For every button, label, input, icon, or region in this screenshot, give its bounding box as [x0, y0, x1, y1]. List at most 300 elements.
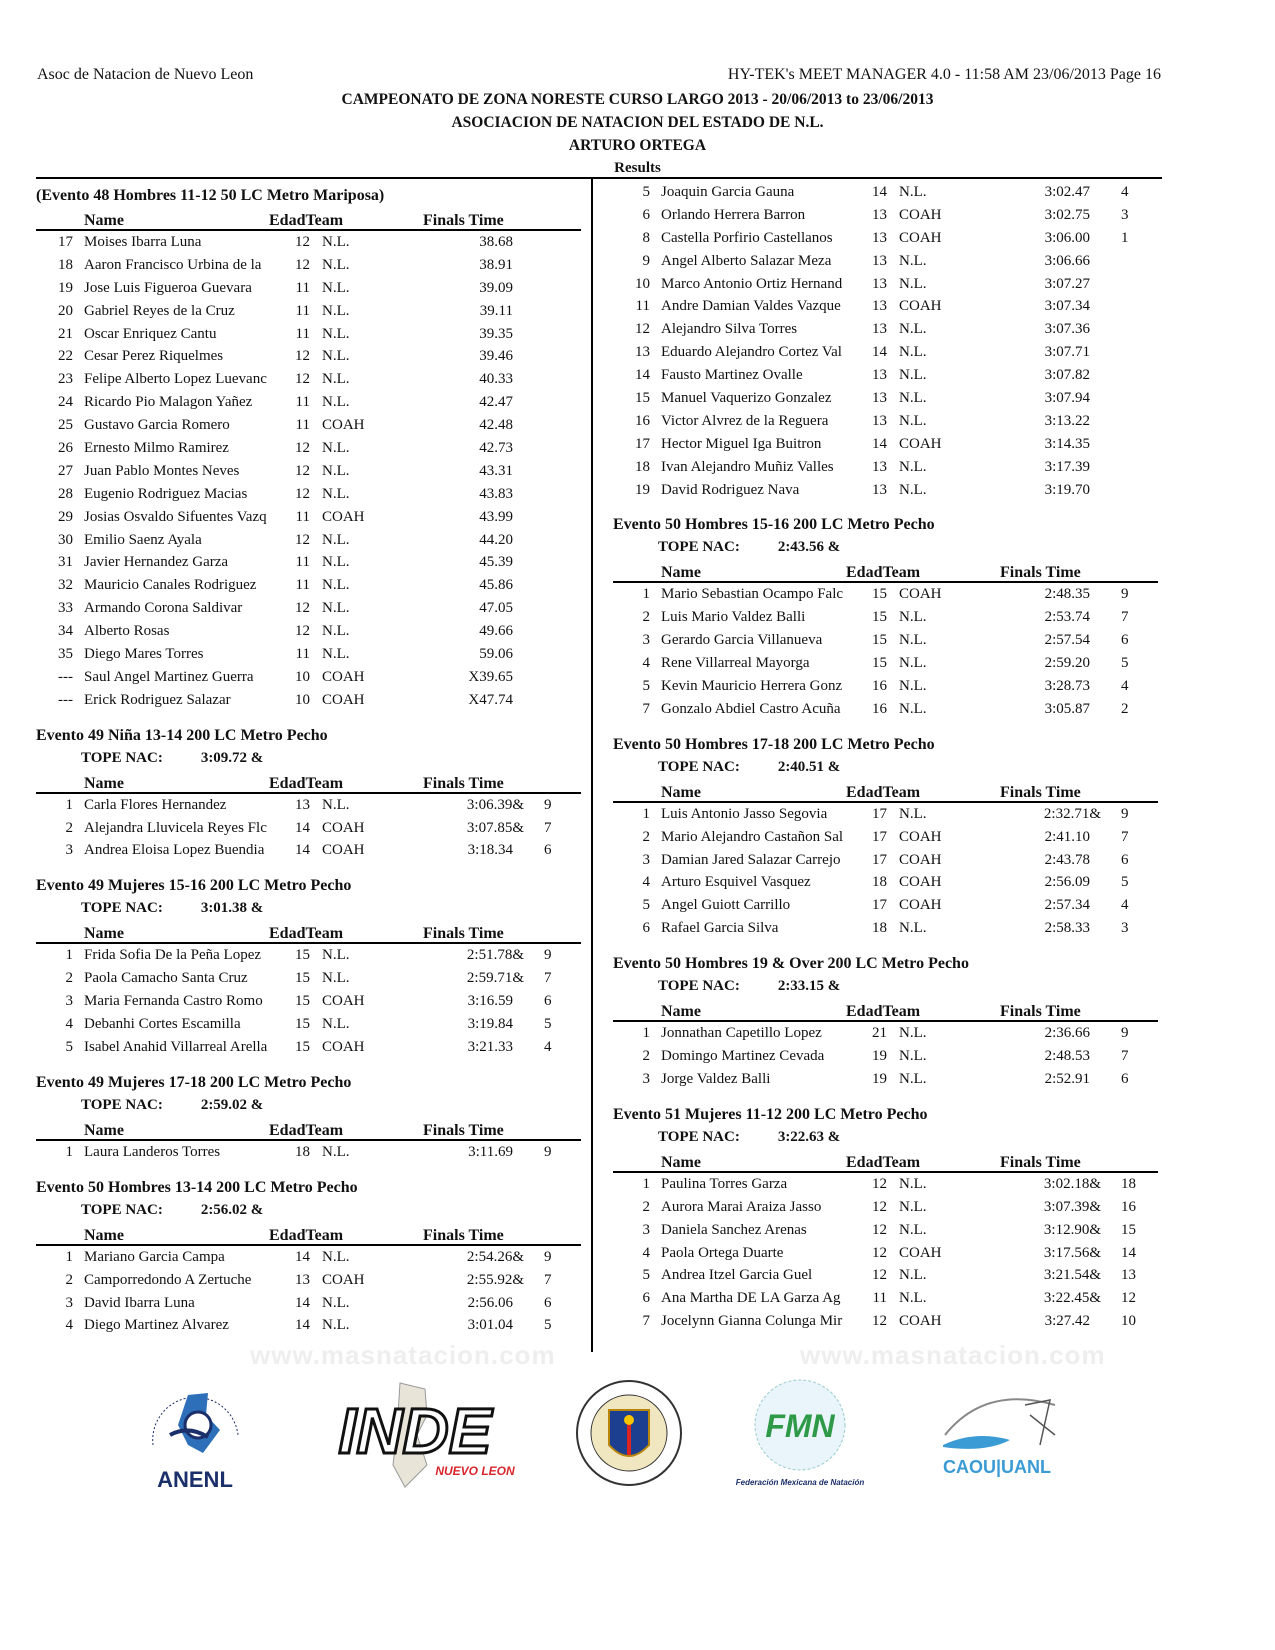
- result-row: [36, 643, 581, 666]
- place: 4: [65, 1317, 73, 1334]
- finals-time: 3:17.39: [1044, 458, 1090, 475]
- finals-time: 43.83: [479, 485, 513, 502]
- national-record-label: TOPE NAC:: [658, 758, 740, 775]
- result-row: [36, 345, 581, 368]
- header-rule: [36, 177, 1162, 179]
- column-header-finals-time: Finals Time: [423, 1226, 504, 1244]
- result-row: [613, 295, 1158, 318]
- swimmer-name: Aaron Francisco Urbina de la: [84, 256, 262, 273]
- age: 11: [295, 302, 310, 319]
- swimmer-name: Fausto Martinez Ovalle: [661, 367, 803, 384]
- swimmer-name: Ana Martha DE LA Garza Ag: [661, 1290, 841, 1307]
- swimmer-name: Mauricio Canales Rodriguez: [84, 577, 257, 594]
- finals-time: 3:07.94: [1044, 390, 1090, 407]
- table-header: [613, 998, 1158, 1022]
- finals-time: 3:06.39&: [466, 796, 524, 813]
- finals-time: 3:19.70: [1044, 481, 1090, 498]
- points: 5: [1121, 655, 1129, 672]
- caou-uanl-logo: [935, 1375, 1070, 1495]
- swimmer-name: Castella Porfirio Castellanos: [661, 229, 833, 246]
- place: 3: [642, 851, 650, 868]
- finals-time: 42.48: [479, 417, 513, 434]
- team: N.L.: [322, 371, 350, 388]
- team: COAH: [899, 229, 942, 246]
- age: 15: [872, 655, 887, 672]
- team: N.L.: [899, 1070, 927, 1087]
- points: 7: [544, 819, 552, 836]
- finals-time: 39.09: [479, 279, 513, 296]
- swimmer-name: Diego Mares Torres: [84, 646, 204, 663]
- table-header: [36, 1117, 581, 1141]
- team: N.L.: [322, 440, 350, 457]
- finals-time: 3:13.22: [1044, 412, 1090, 429]
- age: 14: [295, 1317, 310, 1334]
- finals-time: 2:59.20: [1044, 655, 1090, 672]
- place: 19: [635, 481, 650, 498]
- swimmer-name: Andrea Eloisa Lopez Buendia: [84, 842, 265, 859]
- finals-time: 43.99: [479, 508, 513, 525]
- points: 12: [1121, 1290, 1136, 1307]
- swimmer-name: Ricardo Pio Malagon Yañez: [84, 394, 253, 411]
- finals-time: 43.31: [479, 462, 513, 479]
- age: 17: [872, 828, 887, 845]
- points: 5: [1121, 874, 1129, 891]
- points: 6: [544, 1294, 552, 1311]
- age: 18: [872, 874, 887, 891]
- table-header: [36, 1222, 581, 1246]
- table-header: [613, 1149, 1158, 1173]
- national-record-time: 3:01.38 &: [200, 900, 264, 917]
- place: 15: [635, 390, 650, 407]
- swimmer-name: Jonnathan Capetillo Lopez: [661, 1025, 822, 1042]
- national-record-time: 3:09.72 &: [200, 749, 264, 766]
- event-title: Evento 49 Mujeres 15-16 200 LC Metro Pecho: [36, 877, 352, 895]
- age: 21: [872, 1025, 887, 1042]
- age: 12: [872, 1313, 887, 1330]
- result-row: [36, 944, 581, 967]
- result-row: [613, 583, 1158, 606]
- team: COAH: [899, 851, 942, 868]
- age: 12: [872, 1244, 887, 1261]
- finals-time: 2:43.78: [1044, 851, 1090, 868]
- finals-time: 3:07.85&: [466, 819, 524, 836]
- age: 13: [872, 229, 887, 246]
- swimmer-name: Erick Rodriguez Salazar: [84, 691, 231, 708]
- column-header-edad-team: EdadTeam: [269, 1226, 344, 1244]
- team: N.L.: [899, 1198, 927, 1215]
- finals-time: 3:21.54&: [1043, 1267, 1101, 1284]
- points: 9: [1121, 805, 1129, 822]
- swimmer-name: Daniela Sanchez Arenas: [661, 1221, 807, 1238]
- team: COAH: [322, 1038, 365, 1055]
- points: 7: [544, 970, 552, 987]
- result-row: [613, 204, 1158, 227]
- result-row: [613, 1242, 1158, 1265]
- age: 11: [295, 279, 310, 296]
- place: 2: [65, 819, 73, 836]
- team: N.L.: [899, 1175, 927, 1192]
- event-title: (Evento 48 Hombres 11-12 50 LC Metro Mariposa): [36, 187, 385, 204]
- team: N.L.: [322, 1016, 350, 1033]
- uanl-seal: [572, 1375, 687, 1495]
- result-row: [613, 917, 1158, 940]
- place: 29: [58, 508, 73, 525]
- team: N.L.: [899, 1048, 927, 1065]
- team: COAH: [322, 819, 365, 836]
- place: 3: [65, 842, 73, 859]
- finals-time: 2:56.06: [467, 1294, 513, 1311]
- age: 12: [295, 348, 310, 365]
- place: 1: [65, 1143, 73, 1160]
- team: COAH: [899, 586, 942, 603]
- result-row: [36, 254, 581, 277]
- age: 10: [295, 668, 310, 685]
- result-row: [36, 437, 581, 460]
- finals-time: 3:07.34: [1044, 298, 1090, 315]
- national-record-time: 2:43.56 &: [777, 539, 841, 556]
- team: N.L.: [322, 577, 350, 594]
- event-title: Evento 50 Hombres 17-18 200 LC Metro Pecho: [613, 735, 935, 753]
- age: 15: [872, 632, 887, 649]
- event-title: Evento 50 Hombres 19 & Over 200 LC Metro Pecho: [613, 955, 969, 973]
- column-header-name: Name: [661, 564, 701, 582]
- team: COAH: [899, 874, 942, 891]
- place: 32: [58, 577, 73, 594]
- event-section: [36, 724, 581, 863]
- place: 6: [642, 206, 650, 223]
- finals-time: 39.46: [479, 348, 513, 365]
- age: 16: [872, 678, 887, 695]
- age: 12: [295, 623, 310, 640]
- swimmer-name: Laura Landeros Torres: [84, 1143, 221, 1160]
- result-row: [36, 277, 581, 300]
- team: COAH: [322, 417, 365, 434]
- swimmer-name: Joaquin Garcia Gauna: [661, 184, 795, 200]
- finals-time: X47.74: [468, 691, 513, 708]
- place: 11: [635, 298, 650, 315]
- age: 12: [295, 462, 310, 479]
- result-row: [613, 318, 1158, 341]
- finals-time: 42.47: [479, 394, 513, 411]
- place: 20: [58, 302, 73, 319]
- age: 11: [295, 508, 310, 525]
- finals-time: 2:59.71&: [466, 970, 524, 987]
- team: COAH: [899, 435, 942, 452]
- place: 2: [642, 828, 650, 845]
- age: 11: [295, 577, 310, 594]
- result-row: [613, 410, 1158, 433]
- result-row: [36, 990, 581, 1013]
- swimmer-name: Mariano Garcia Campa: [84, 1248, 225, 1265]
- meet-title: CAMPEONATO DE ZONA NORESTE CURSO LARGO 2013 - 20/06/2013 to 23/06/2013: [341, 91, 934, 108]
- team: N.L.: [899, 1025, 927, 1042]
- team: N.L.: [899, 1290, 927, 1307]
- place: 5: [642, 678, 650, 695]
- team: COAH: [899, 206, 942, 223]
- place: 2: [642, 609, 650, 626]
- place: 4: [65, 1016, 73, 1033]
- age: 18: [872, 920, 887, 937]
- swimmer-name: Debanhi Cortes Escamilla: [84, 1016, 241, 1033]
- place: 1: [642, 1175, 650, 1192]
- finals-time: 45.86: [479, 577, 513, 594]
- result-row: [613, 629, 1158, 652]
- team: N.L.: [322, 1248, 350, 1265]
- result-row: [36, 460, 581, 483]
- place: 2: [65, 1271, 73, 1288]
- finals-time: 3:06.00: [1044, 229, 1090, 246]
- national-record-line: [36, 897, 581, 920]
- result-row: [613, 894, 1158, 917]
- age: 13: [872, 412, 887, 429]
- age: 15: [295, 970, 310, 987]
- result-row: [613, 1068, 1158, 1091]
- column-header-edad-team: EdadTeam: [846, 1003, 921, 1021]
- place: 1: [65, 1248, 73, 1265]
- age: 17: [872, 851, 887, 868]
- place: 30: [58, 531, 73, 548]
- column-header-edad-team: EdadTeam: [269, 212, 344, 229]
- swimmer-name: Kevin Mauricio Herrera Gonz: [661, 678, 843, 695]
- age: 12: [295, 371, 310, 388]
- swimmer-name: Alejandra Lluvicela Reyes Flc: [84, 819, 267, 836]
- place: 4: [642, 1244, 650, 1261]
- swimmer-name: Oscar Enriquez Cantu: [84, 325, 217, 342]
- age: 17: [872, 805, 887, 822]
- team: N.L.: [322, 325, 350, 342]
- place: 22: [58, 348, 73, 365]
- team: N.L.: [899, 805, 927, 822]
- result-row: [36, 1269, 581, 1292]
- swimmer-name: Rafael Garcia Silva: [661, 920, 779, 937]
- event-title: Evento 50 Hombres 15-16 200 LC Metro Pecho: [613, 516, 935, 534]
- team: N.L.: [899, 700, 927, 717]
- age: 13: [872, 275, 887, 292]
- finals-time: 2:36.66: [1044, 1025, 1090, 1042]
- team: N.L.: [899, 321, 927, 338]
- points: 5: [544, 1317, 552, 1334]
- finals-time: 47.05: [479, 600, 513, 617]
- place: 2: [642, 1198, 650, 1215]
- meet-host: ASOCIACION DE NATACION DEL ESTADO DE N.L.: [451, 114, 824, 131]
- team: N.L.: [322, 279, 350, 296]
- finals-time: 3:11.69: [468, 1143, 513, 1160]
- team: N.L.: [899, 367, 927, 384]
- team: N.L.: [322, 234, 350, 250]
- place: 9: [642, 252, 650, 269]
- national-record-time: 2:56.02 &: [200, 1201, 264, 1218]
- result-row: [36, 967, 581, 990]
- result-row: [613, 1173, 1158, 1196]
- team: N.L.: [322, 600, 350, 617]
- table-header: [36, 920, 581, 944]
- swimmer-name: Victor Alvrez de la Reguera: [661, 412, 829, 429]
- result-row: [613, 652, 1158, 675]
- points: 4: [544, 1038, 552, 1055]
- national-record-label: TOPE NAC:: [81, 749, 163, 766]
- anenl-logo: [128, 1375, 263, 1495]
- column-header-finals-time: Finals Time: [423, 774, 504, 792]
- team: N.L.: [899, 458, 927, 475]
- software-stamp: HY-TEK's MEET MANAGER 4.0 - 11:58 AM 23/06/2013 Page 16: [727, 66, 1161, 83]
- swimmer-name: Alejandro Silva Torres: [661, 321, 798, 338]
- place: 4: [642, 655, 650, 672]
- result-row: [613, 181, 1158, 204]
- finals-time: 3:07.27: [1044, 275, 1090, 292]
- finals-time: 2:58.33: [1044, 920, 1090, 937]
- place: 35: [58, 646, 73, 663]
- place: 3: [642, 1070, 650, 1087]
- age: 12: [872, 1267, 887, 1284]
- points: 6: [544, 993, 552, 1010]
- watermark: www.masnatacion.com: [250, 1340, 556, 1370]
- event-section: [36, 1071, 581, 1164]
- result-row: [36, 368, 581, 391]
- swimmer-name: Maria Fernanda Castro Romo: [84, 993, 263, 1010]
- place: 34: [58, 623, 73, 640]
- finals-time: 2:48.53: [1044, 1048, 1090, 1065]
- age: 17: [872, 897, 887, 914]
- fmn-logo: [728, 1375, 873, 1495]
- svg-text:ANENL: ANENL: [157, 1467, 233, 1492]
- team: COAH: [899, 298, 942, 315]
- place: 27: [58, 462, 73, 479]
- swimmer-name: Gustavo Garcia Romero: [84, 417, 230, 434]
- team: N.L.: [322, 623, 350, 640]
- swimmer-name: Saul Angel Martinez Guerra: [84, 668, 254, 685]
- swimmer-name: Javier Hernandez Garza: [84, 554, 229, 571]
- finals-time: 3:06.66: [1044, 252, 1090, 269]
- column-header-finals-time: Finals Time: [1000, 783, 1081, 801]
- points: 9: [544, 1248, 552, 1265]
- national-record-label: TOPE NAC:: [658, 1128, 740, 1145]
- swimmer-name: Cesar Perez Riquelmes: [84, 348, 224, 365]
- column-header-name: Name: [84, 212, 124, 229]
- place: 8: [642, 229, 650, 246]
- inde-logo: [305, 1375, 525, 1495]
- result-row: [36, 1013, 581, 1036]
- swimmer-name: Gerardo Garcia Villanueva: [661, 632, 823, 649]
- swimmer-name: Carla Flores Hernandez: [84, 796, 227, 813]
- age: 15: [295, 1038, 310, 1055]
- result-row: [613, 871, 1158, 894]
- swimmer-name: Marco Antonio Ortiz Hernand: [661, 275, 843, 292]
- team: N.L.: [899, 344, 927, 361]
- table-header: [613, 559, 1158, 583]
- place: 1: [642, 805, 650, 822]
- place: 3: [65, 1294, 73, 1311]
- points: 4: [1121, 897, 1129, 914]
- place: 3: [65, 993, 73, 1010]
- team: N.L.: [322, 462, 350, 479]
- swimmer-name: Aurora Marai Araiza Jasso: [661, 1198, 822, 1215]
- team: N.L.: [322, 646, 350, 663]
- points: 18: [1121, 1175, 1136, 1192]
- place: 24: [58, 394, 73, 411]
- result-row: [613, 803, 1158, 826]
- age: 15: [295, 993, 310, 1010]
- swimmer-name: Jocelynn Gianna Colunga Mir: [661, 1313, 843, 1330]
- national-record-time: 2:40.51 &: [777, 758, 841, 775]
- age: 11: [872, 1290, 887, 1307]
- national-record-label: TOPE NAC:: [81, 1201, 163, 1218]
- place: 4: [642, 874, 650, 891]
- result-row: [613, 1196, 1158, 1219]
- place: 1: [65, 947, 73, 964]
- column-header-finals-time: Finals Time: [1000, 564, 1081, 582]
- national-record-line: [613, 756, 1158, 779]
- place: 7: [642, 700, 650, 717]
- place: 2: [65, 970, 73, 987]
- team: N.L.: [322, 796, 350, 813]
- finals-time: 3:02.75: [1044, 206, 1090, 223]
- points: 1: [1121, 229, 1129, 246]
- swimmer-name: Arturo Esquivel Vasquez: [661, 874, 811, 891]
- age: 12: [295, 440, 310, 457]
- team: N.L.: [899, 184, 927, 200]
- age: 12: [872, 1175, 887, 1192]
- result-row: [613, 456, 1158, 479]
- result-row: [36, 1314, 581, 1337]
- place: 17: [635, 435, 650, 452]
- finals-time: 40.33: [479, 371, 513, 388]
- age: 15: [295, 1016, 310, 1033]
- swimmer-name: Rene Villarreal Mayorga: [661, 655, 810, 672]
- swimmer-name: Manuel Vaquerizo Gonzalez: [661, 390, 832, 407]
- column-header-edad-team: EdadTeam: [269, 774, 344, 792]
- age: 13: [872, 481, 887, 498]
- swimmer-name: Luis Antonio Jasso Segovia: [661, 805, 828, 822]
- swimmer-name: Mario Alejandro Castañon Sal: [661, 828, 844, 845]
- points: 10: [1121, 1313, 1136, 1330]
- team: COAH: [899, 1244, 942, 1261]
- event-section: [36, 1176, 581, 1338]
- finals-time: 3:07.71: [1044, 344, 1090, 361]
- column-header-edad-team: EdadTeam: [846, 783, 921, 801]
- swimmer-name: Andrea Itzel Garcia Guel: [661, 1267, 813, 1284]
- column-header-edad-team: EdadTeam: [269, 1121, 344, 1139]
- column-divider: [591, 178, 593, 1352]
- result-row: [613, 479, 1158, 502]
- swimmer-name: Hector Miguel Iga Buitron: [661, 435, 822, 452]
- points: 9: [1121, 586, 1129, 603]
- age: 14: [295, 1294, 310, 1311]
- svg-text:Federación Mexicana de Natació: Federación Mexicana de Natación: [735, 1478, 865, 1487]
- team: N.L.: [322, 970, 350, 987]
- swimmer-name: Mario Sebastian Ocampo Falc: [661, 586, 844, 603]
- result-row: [36, 506, 581, 529]
- result-row: [36, 817, 581, 840]
- table-header: [613, 779, 1158, 803]
- place: 7: [642, 1313, 650, 1330]
- points: 4: [1121, 184, 1129, 200]
- finals-time: 3:21.33: [467, 1038, 513, 1055]
- place: 1: [642, 586, 650, 603]
- national-record-time: 3:22.63 &: [777, 1128, 841, 1145]
- result-row: [613, 273, 1158, 296]
- place: 33: [58, 600, 73, 617]
- team: N.L.: [322, 554, 350, 571]
- points: 6: [1121, 851, 1129, 868]
- place: 17: [58, 234, 73, 250]
- team: COAH: [322, 668, 365, 685]
- points: 6: [1121, 1070, 1129, 1087]
- column-header-name: Name: [661, 783, 701, 801]
- event-section: [613, 1103, 1158, 1333]
- result-row: [36, 1292, 581, 1315]
- svg-text:NUEVO LEON: NUEVO LEON: [435, 1464, 515, 1478]
- finals-time: 3:28.73: [1044, 678, 1090, 695]
